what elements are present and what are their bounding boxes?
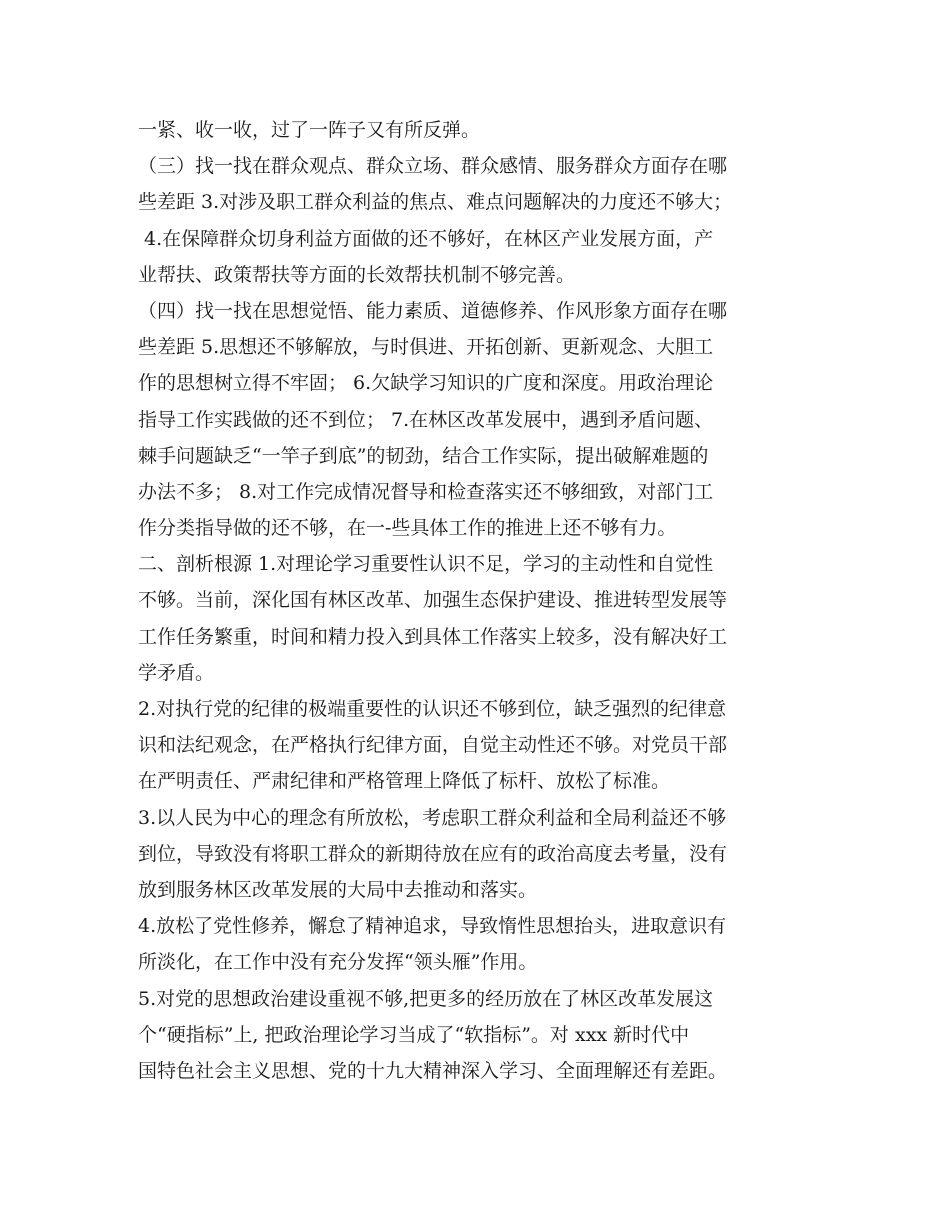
text-line: 办法不多； 8.对工作完成情况督导和检查落实还不够细致，对部门工: [138, 480, 714, 503]
text-line: 3.以人民为中心的理念有所放松，考虑职工群众利益和全局利益还不够: [138, 806, 727, 829]
text-line: 5.对党的思想政治建设重视不够,把更多的经历放在了林区改革发展这: [138, 987, 714, 1010]
text-line: 识和法纪观念，在严格执行纪律方面，自觉主动性还不够。对党员干部: [138, 734, 728, 757]
text-line: 作的思想树立得不牢固； 6.欠缺学习知识的广度和深度。用政治理论: [138, 372, 714, 395]
text-line: 放到服务林区改革发展的大局中去推动和落实。: [138, 878, 538, 901]
text-line: 在严明责任、严肃纪律和严格管理上降低了标杆、放松了标准。: [138, 770, 671, 793]
text-line: 2.对执行党的纪律的极端重要性的认识还不够到位，缺乏强烈的纪律意: [138, 698, 727, 720]
text-line: 些差距 5.思想还不够解放，与时俱进、开拓创新、更新观念、大胆工: [138, 336, 714, 359]
text-line: 学矛盾。: [138, 661, 215, 684]
text-line: 4.放松了党性修养，懈怠了精神追求，导致惰性思想抬头，进取意识有: [138, 915, 727, 938]
text-line: 4.在保障群众切身利益方面做的还不够好，在林区产业发展方面，产: [138, 227, 714, 250]
text-line: 工作任务繁重，时间和精力投入到具体工作落实上较多，没有解决好工: [138, 625, 728, 648]
text-line: 到位，导致没有将职工群众的新期待放在应有的政治高度去考量，没有: [138, 842, 728, 865]
text-line: 棘手问题缺乏“一竿子到底”的韧劲，结合工作实际，提出破解难题的: [138, 444, 709, 467]
text-line: 业帮扶、政策帮扶等方面的长效帮扶机制不够完善。: [138, 263, 576, 286]
text-line: 一紧、收一收，过了一阵子又有所反弹。: [138, 119, 481, 141]
text-line: 国特色社会主义思想、党的十九大精神深入学习、全面理解还有差距。: [138, 1059, 728, 1082]
text-line: 些差距 3.对涉及职工群众利益的焦点、难点问题解决的力度还不够大；: [138, 191, 733, 214]
text-line: 所淡化，在工作中没有充分发挥“领头雁”作用。: [138, 951, 538, 974]
text-line: 指导工作实践做的还不到位； 7.在林区改革发展中，遇到矛盾问题、: [138, 408, 714, 431]
text-line: 个“硬指标”上, 把政治理论学习当成了“软指标”。对 xxx 新时代中: [138, 1023, 690, 1046]
document-body: [138, 112, 828, 1089]
text-line: 二、剖析根源 1.对理论学习重要性认识不足，学习的主动性和自觉性: [138, 553, 714, 576]
text-line: （三）找一找在群众观点、群众立场、群众感情、服务群众方面存在哪: [138, 155, 728, 178]
text-line: （四）找一找在思想觉悟、能力素质、道德修养、作风形象方面存在哪: [138, 299, 728, 322]
text-line: 作分类指导做的还不够，在一-些具体工作的推进上还不够有力。: [138, 517, 677, 540]
text-line: 不够。当前，深化国有林区改革、加强生态保护建设、推进转型发展等: [138, 589, 728, 612]
